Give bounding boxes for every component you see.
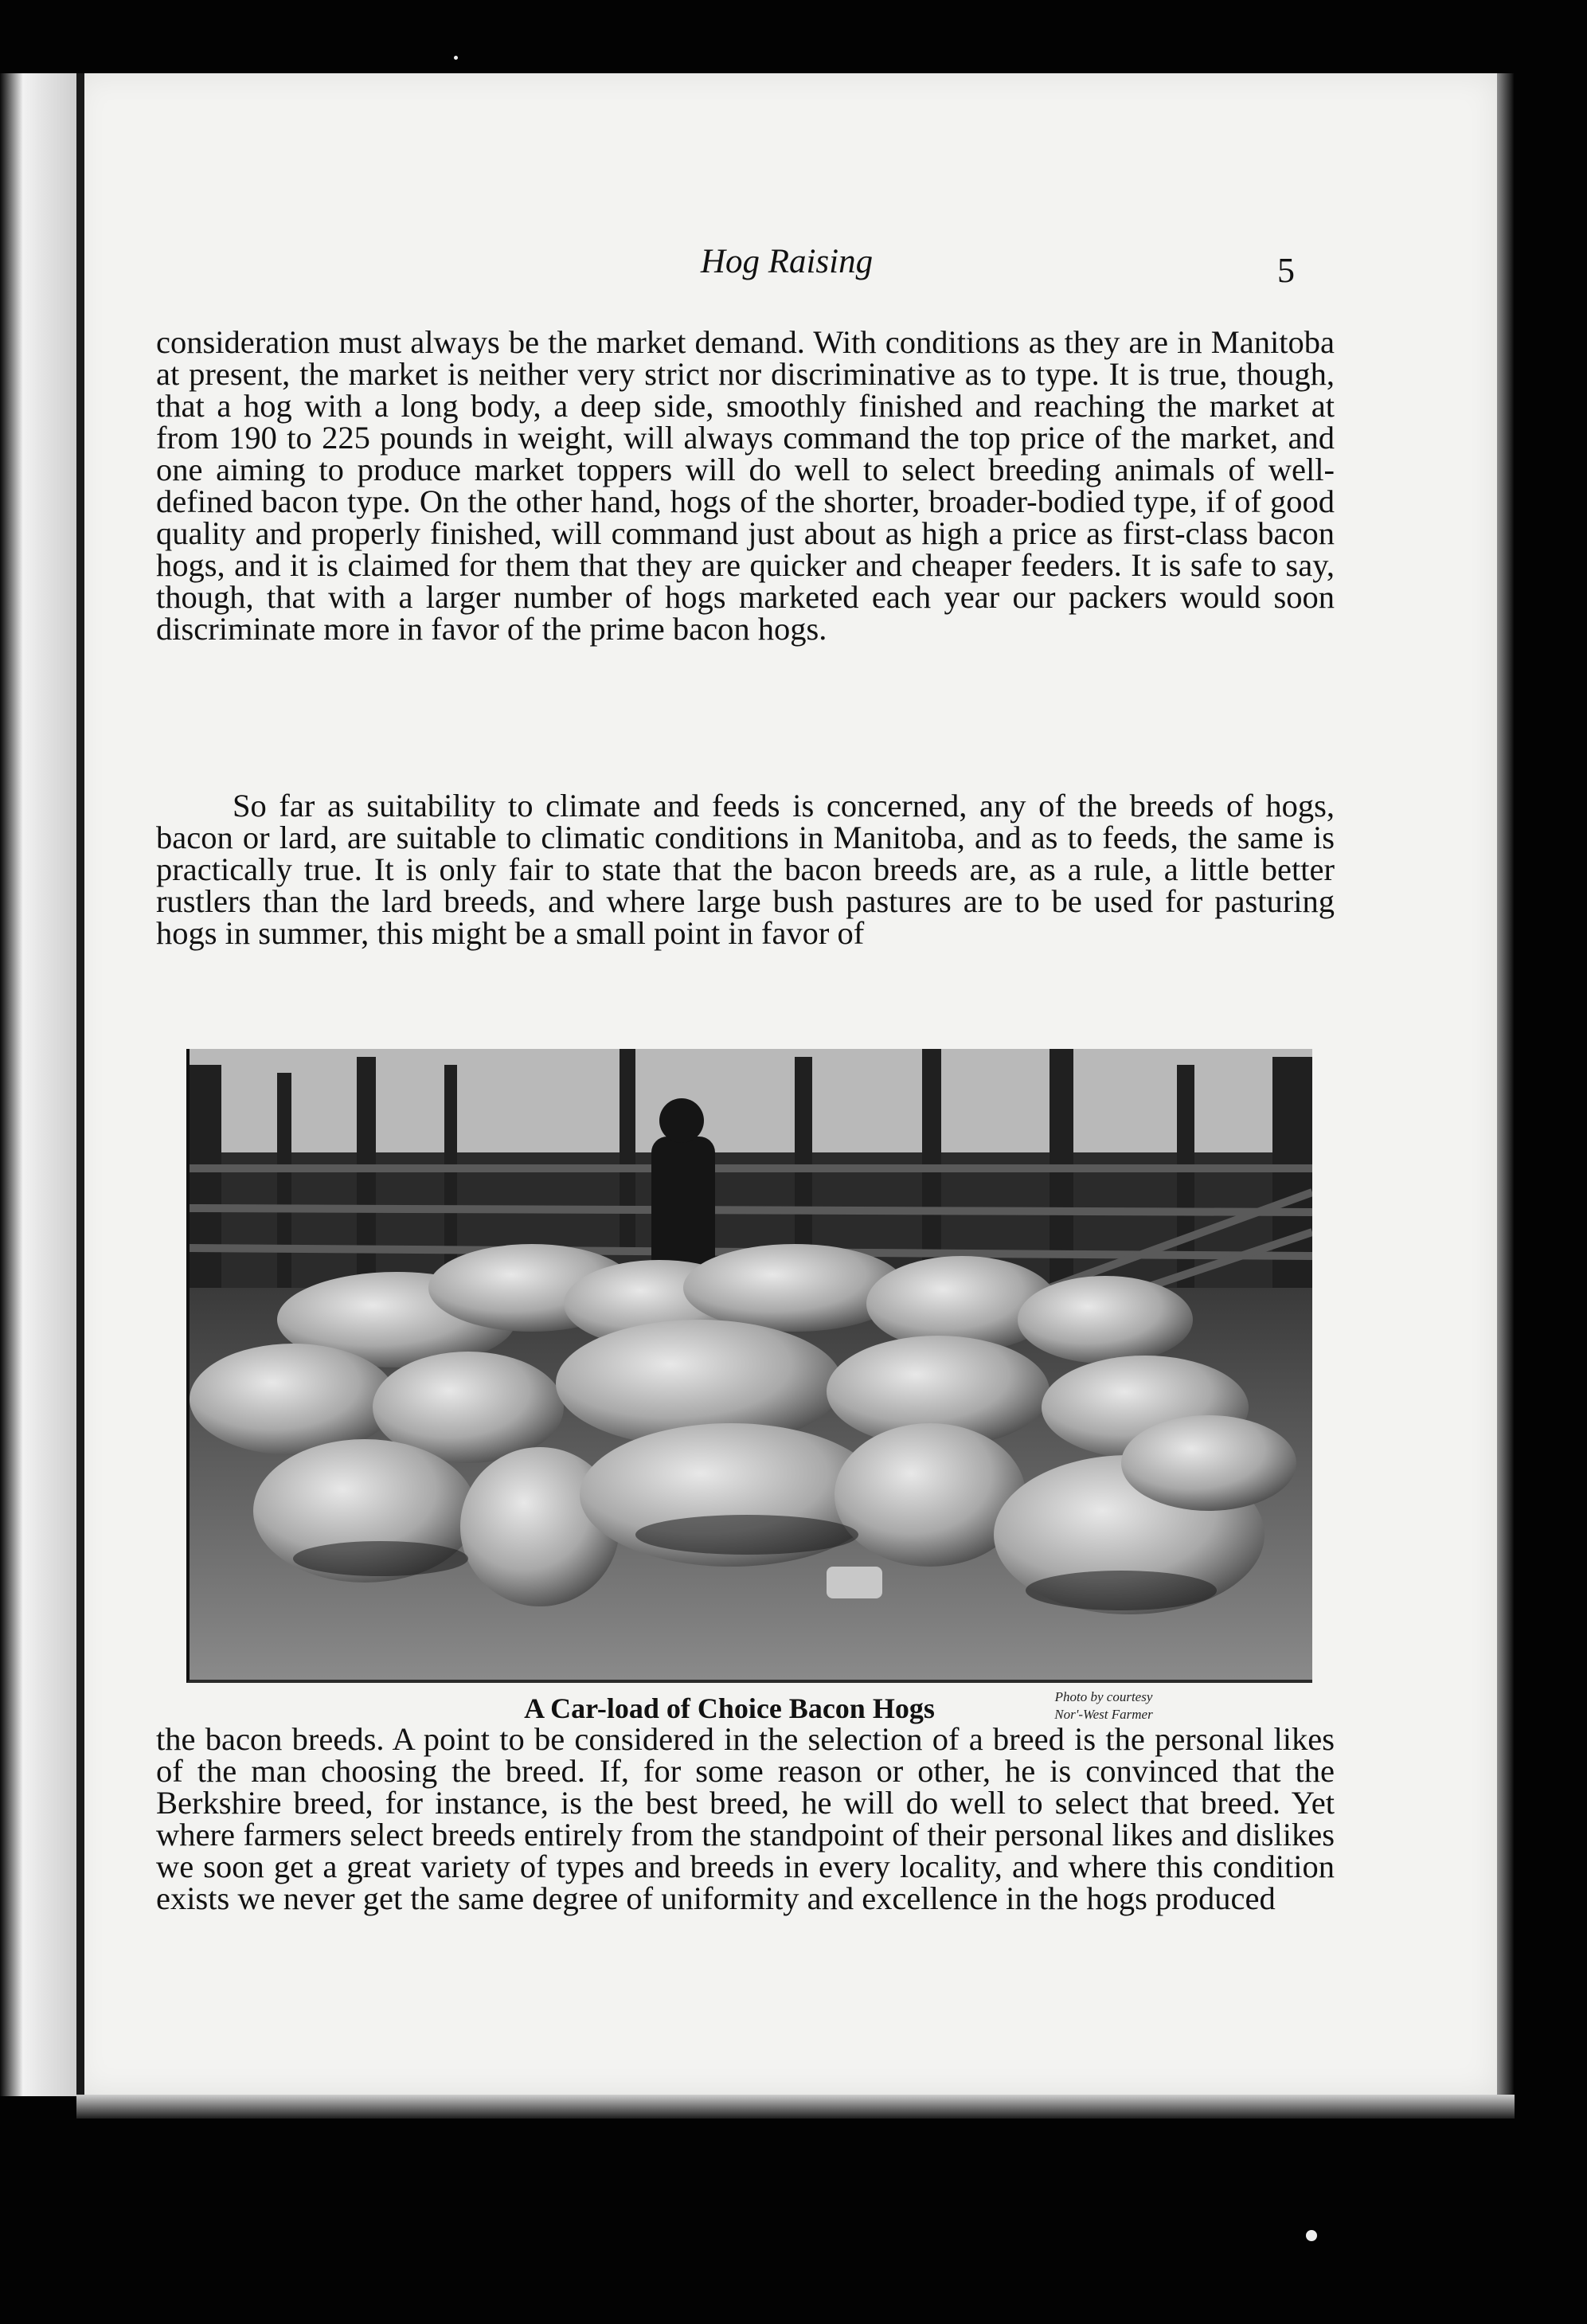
page-shadow-right xyxy=(1497,73,1515,2103)
photo-credit-line-2: Nor'-West Farmer xyxy=(1054,1707,1153,1722)
body-paragraph-2 xyxy=(156,790,1335,949)
paragraph-text: So far as suitability to climate and feeds is concerned, any of the breeds of hogs, bacon or lard, are suitable to climatic conditions in Manitoba, and as to feeds, the same is practically true. It is only fair to state that the bacon breeds are, as a rule, a little better rustlers than the lard breeds, and where large bush pastures are to be used for pasturing hogs in summer, this might be a small point in favor of xyxy=(156,788,1335,951)
page-number: 5 xyxy=(1277,251,1295,290)
book-page xyxy=(76,73,1497,2095)
scan-speck xyxy=(1306,2230,1317,2241)
photo-credit xyxy=(1016,1688,1191,1723)
paragraph-text: the bacon breeds. A point to be considered in the selection of a breed is the personal likes of the man choosing the breed. If, for some reason or other, he is convinced that the Berkshire breed, for instance, is the best breed, he will do well to select that breed. Yet where farmers select breeds entirely from the standpoint of their personal likes and dislikes we soon get a great variety of types and breeds in every locality, and where this condition exists we never get the same degree of uniformity and excellence in the hogs produced xyxy=(156,1721,1335,1916)
paragraph-text: consideration must always be the market demand. With conditions as they are in Manitoba at present, the market is neither very strict nor discriminative as to type. It is true, though, that a hog with a long body, a deep side, smoothly finished and reaching the market at from 190 to 225 pounds in weight, will always command the top price of the market, and one aiming to produce market toppers will do well to select breeding animals of well-defined bacon type. On the other hand, hogs of the shorter, broader-bodied type, if of good quality and properly finished, will command just about as high a price as first-class bacon hogs, and it is claimed for them that they are quicker and cheaper feeders. It is safe to say, though, that with a larger number of hogs marketed each year our packers would soon discriminate more in favor of the prime bacon hogs. xyxy=(156,324,1335,647)
body-paragraph-1 xyxy=(156,324,1335,647)
figure-caption: A Car-load of Choice Bacon Hogs xyxy=(524,1692,935,1724)
hog-photo-illustration xyxy=(190,1049,1312,1680)
photo-credit-line-1: Photo by courtesy xyxy=(1054,1689,1153,1704)
body-paragraph-3 xyxy=(156,1723,1335,1915)
page-edge-bottom xyxy=(76,2095,1515,2119)
book-page-edge-left xyxy=(0,73,76,2096)
hog-photo xyxy=(186,1049,1312,1683)
page-spine xyxy=(76,73,84,2095)
scan-speck xyxy=(454,56,458,60)
running-title: Hog Raising xyxy=(700,243,874,280)
